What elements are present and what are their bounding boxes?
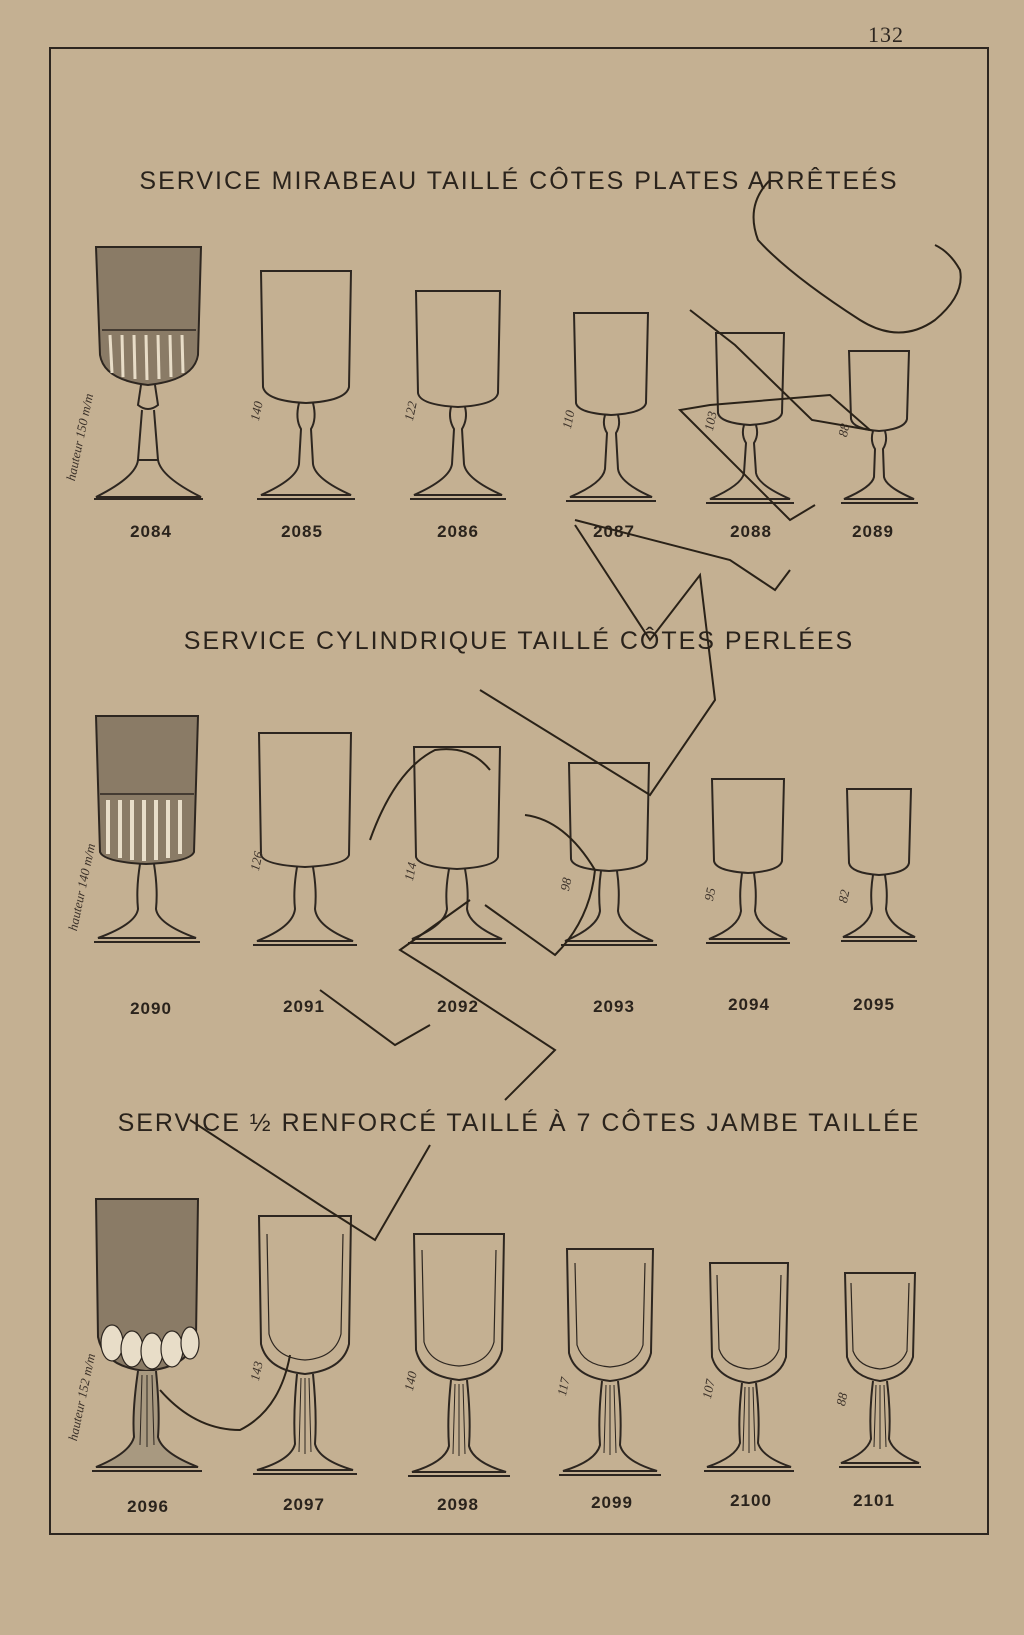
glass-2084 <box>86 245 216 510</box>
glass-number: 2090 <box>130 999 172 1018</box>
glass-number: 2094 <box>728 995 770 1014</box>
height-mark: 95 <box>701 886 719 903</box>
glass-number: 2091 <box>283 997 325 1016</box>
glass-number: 2087 <box>593 522 635 541</box>
glass-number: 2097 <box>283 1495 325 1514</box>
height-mark: 117 <box>554 1375 573 1398</box>
glass-2099 <box>559 1247 663 1482</box>
glass-number: 2093 <box>593 997 635 1016</box>
glass-number: 2099 <box>591 1493 633 1512</box>
height-mark: 107 <box>699 1377 718 1401</box>
glass-2097 <box>251 1214 361 1484</box>
glass-2098 <box>406 1232 514 1484</box>
glass-2089 <box>841 349 926 511</box>
height-mark: 140 <box>401 1369 420 1393</box>
glass-2092 <box>406 745 511 955</box>
glass-number: 2095 <box>853 995 895 1014</box>
height-mark: 110 <box>559 408 578 431</box>
glass-2088 <box>706 331 801 511</box>
section-title-cylindrique: SERVICE CYLINDRIQUE TAILLÉ CÔTES PERLÉES <box>183 627 855 655</box>
height-mark: 122 <box>401 399 420 423</box>
page-number: 132 <box>868 22 904 47</box>
catalog-frame <box>49 47 989 1535</box>
height-mark: 98 <box>557 876 575 893</box>
glass-2094 <box>706 777 796 955</box>
glass-number: 2092 <box>437 997 479 1016</box>
height-mark: 140 <box>247 399 266 423</box>
glass-number: 2089 <box>852 522 894 541</box>
glass-number: 2098 <box>437 1495 479 1514</box>
glass-number: 2101 <box>853 1491 895 1510</box>
section-title-renforce: SERVICE ½ RENFORCÉ TAILLÉ À 7 CÔTES JAMBE TAILLÉE <box>117 1109 921 1137</box>
height-mark: 114 <box>401 860 420 883</box>
height-mark: 82 <box>835 888 853 905</box>
glass-2090 <box>86 714 216 954</box>
height-mark: 143 <box>247 1359 266 1383</box>
glass-2087 <box>564 311 664 511</box>
height-mark: 103 <box>701 409 720 433</box>
glass-2086 <box>406 289 511 509</box>
glass-2101 <box>839 1271 923 1476</box>
glass-2091 <box>251 731 361 956</box>
height-mark: 126 <box>247 849 266 873</box>
section-title-mirabeau: SERVICE MIRABEAU TAILLÉ CÔTES PLATES ARRÊTEÉS <box>139 167 899 195</box>
height-mark: 88 <box>833 1391 851 1408</box>
height-mark: hauteur 150 m/m <box>63 392 97 483</box>
glass-number: 2100 <box>730 1491 772 1510</box>
glass-2093 <box>561 761 661 956</box>
height-mark: hauteur 152 m/m <box>65 1352 99 1443</box>
glass-2100 <box>704 1261 796 1479</box>
height-mark: hauteur 140 m/m <box>65 842 99 933</box>
glass-number: 2088 <box>730 522 772 541</box>
glass-2085 <box>251 269 361 509</box>
glass-number: 2086 <box>437 522 479 541</box>
glass-number: 2085 <box>281 522 323 541</box>
glass-number: 2096 <box>127 1497 169 1516</box>
glass-number: 2084 <box>130 522 172 541</box>
glass-2096 <box>86 1197 216 1482</box>
height-mark: 88 <box>835 422 853 439</box>
glass-2095 <box>841 787 923 952</box>
